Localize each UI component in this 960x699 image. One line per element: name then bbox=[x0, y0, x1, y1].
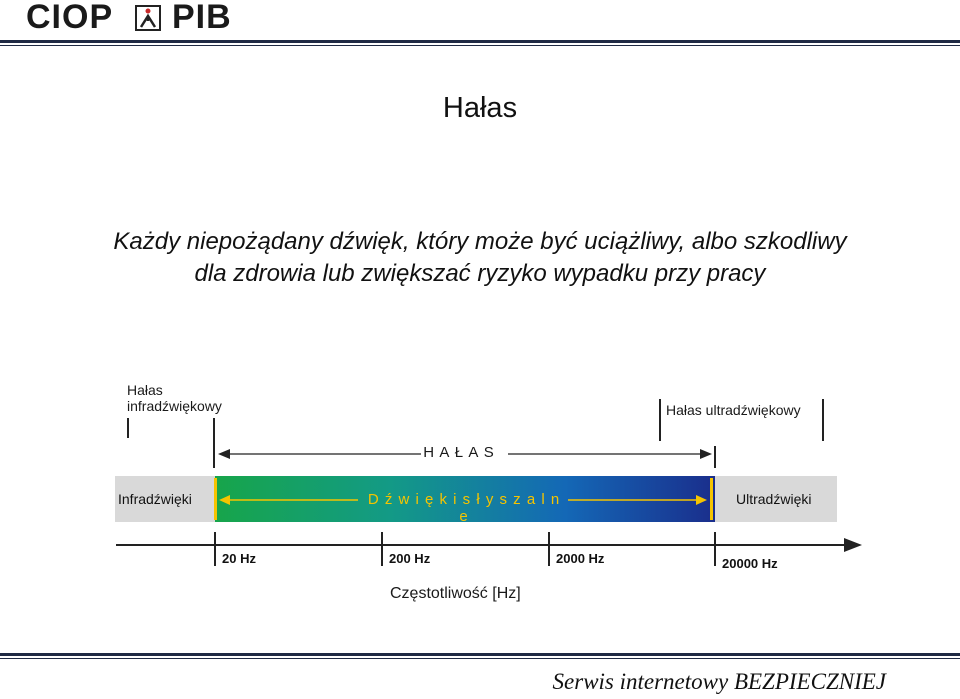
infra-bracket-right bbox=[213, 418, 215, 468]
footer-rule bbox=[0, 653, 960, 656]
tick-20000hz bbox=[714, 532, 716, 566]
tick-label-20000hz: 20000 Hz bbox=[722, 556, 778, 571]
infrasound-label: Infradźwięki bbox=[118, 491, 192, 507]
ultra-bracket-right bbox=[822, 399, 824, 441]
audible-start-marker bbox=[214, 478, 217, 520]
footer-text: Serwis internetowy BEZPIECZNIEJ bbox=[552, 669, 886, 694]
tick-label-2000hz: 2000 Hz bbox=[556, 551, 605, 566]
infra-noise-label-line-2: infradźwiękowy bbox=[127, 398, 222, 414]
tick-label-200hz: 200 Hz bbox=[389, 551, 431, 566]
tick-200hz bbox=[381, 532, 383, 566]
tick-20hz bbox=[214, 532, 216, 566]
noise-bracket-right bbox=[714, 446, 716, 468]
definition-line-2: dla zdrowia lub zwiększać ryzyko wypadku przy pracy bbox=[194, 260, 766, 287]
page-title: Hałas bbox=[442, 92, 518, 124]
logo-pib: PIB bbox=[172, 0, 232, 36]
axis-label: Częstotliwość [Hz] bbox=[390, 585, 521, 602]
header-rule-thin bbox=[0, 45, 960, 46]
ultra-noise-label: Hałas ultradźwiękowy bbox=[666, 402, 801, 418]
tick-2000hz bbox=[548, 532, 550, 566]
infra-noise-label bbox=[127, 382, 222, 414]
tick-label-20hz: 20 Hz bbox=[222, 551, 256, 566]
infra-bracket-left bbox=[127, 418, 129, 438]
header-rule bbox=[0, 40, 960, 43]
footer-rule-thin bbox=[0, 658, 960, 659]
ultra-bracket-left bbox=[659, 399, 661, 441]
noise-label: H A Ł A S bbox=[423, 444, 495, 461]
infra-noise-label-line-1: Hałas bbox=[127, 382, 163, 398]
audible-label: D ź w i ę k i s ł y s z a l n e bbox=[367, 491, 561, 525]
definition-line-1: Każdy niepożądany dźwięk, który może być uciążliwy, albo szkodliwy bbox=[113, 228, 847, 255]
audible-end-marker bbox=[710, 478, 713, 520]
ultrasound-label: Ultradźwięki bbox=[736, 491, 812, 507]
logo-person-icon bbox=[135, 5, 161, 31]
logo-ciop: CIOP bbox=[26, 0, 114, 36]
definition-text bbox=[40, 226, 920, 290]
